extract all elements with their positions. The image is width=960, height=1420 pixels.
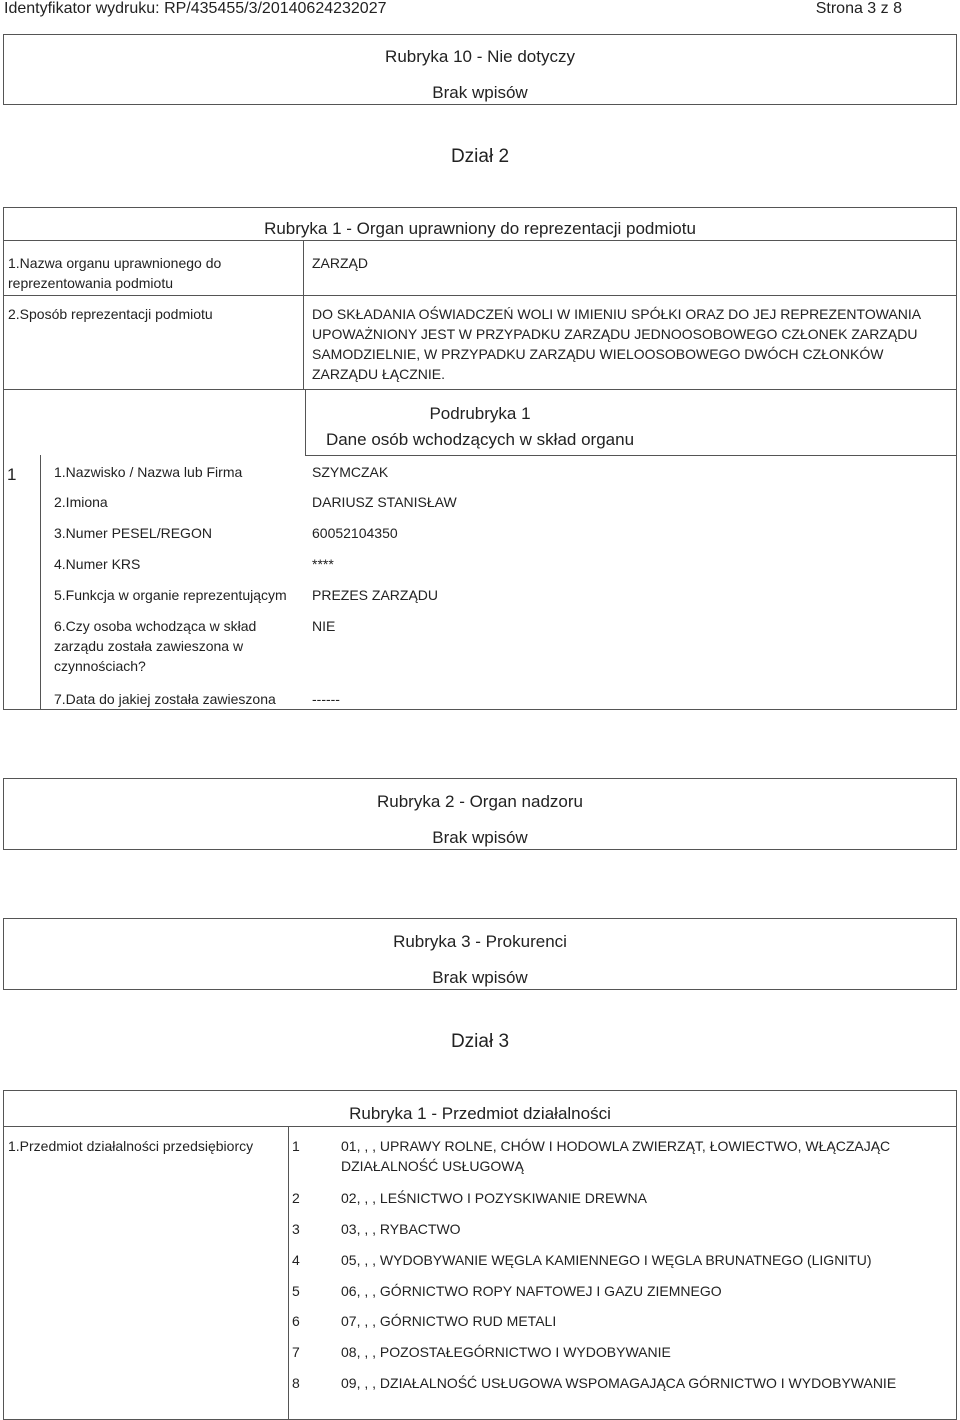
divider: [3, 389, 957, 390]
row-1-value: ZARZĄD: [312, 255, 368, 271]
activity-text: 03, , , RYBACTWO: [341, 1221, 461, 1237]
rubryka-3-empty: Brak wpisów: [432, 968, 528, 987]
surname-label: 1.Nazwisko / Nazwa lub Firma: [54, 464, 243, 480]
divider: [305, 455, 957, 456]
rubryka-10-empty: Brak wpisów: [432, 83, 528, 102]
row-1-label: 1.Nazwa organu uprawnionego do reprezentowania podmiotu: [8, 255, 222, 291]
dzial-2-title: Dział 2: [450, 146, 510, 167]
activity-text: 08, , , POZOSTAŁEGÓRNICTWO I WYDOBYWANIE: [341, 1344, 671, 1360]
row-2-label: 2.Sposób reprezentacji podmiotu: [8, 306, 213, 322]
activity-text: 01, , , UPRAWY ROLNE, CHÓW I HODOWLA ZWIERZĄT, ŁOWIECTWO, WŁĄCZAJĄC DZIAŁALNOŚĆ USŁUGOWĄ: [341, 1138, 891, 1174]
dzial-3-rubryka-1-title: Rubryka 1 - Przedmiot działalności: [349, 1104, 611, 1123]
divider: [3, 240, 957, 241]
rubryka-2-empty: Brak wpisów: [432, 828, 528, 847]
rubryka-10-title: Rubryka 10 - Nie dotyczy: [385, 47, 575, 66]
rubryka-3-title: Rubryka 3 - Prokurenci: [393, 932, 567, 951]
dzial-2-rubryka-1-title: Rubryka 1 - Organ uprawniony do reprezentacji podmiotu: [264, 219, 696, 238]
krs-label: 4.Numer KRS: [54, 556, 141, 572]
rubryka-2-title: Rubryka 2 - Organ nadzoru: [377, 792, 583, 811]
person-index: 1: [7, 465, 17, 484]
function-value: PREZES ZARZĄDU: [312, 587, 439, 603]
activity-text: 05, , , WYDOBYWANIE WĘGLA KAMIENNEGO I WĘGLA BRUNATNEGO (LIGNITU): [341, 1252, 872, 1268]
page-number: Strona 3 z 8: [815, 0, 902, 17]
activity-number: 3: [292, 1221, 300, 1237]
podrubryka-subtitle: Dane osób wchodzących w skład organu: [325, 430, 635, 449]
activity-text: 09, , , DZIAŁALNOŚĆ USŁUGOWA WSPOMAGAJĄCA GÓRNICTWO I WYDOBYWANIE: [341, 1375, 897, 1391]
suspended-until-label: 7.Data do jakiej została zawieszona: [54, 691, 276, 707]
podrubryka-title: Podrubryka 1: [429, 404, 531, 423]
divider: [288, 1126, 289, 1420]
krs-value: ****: [312, 556, 334, 572]
print-identifier: Identyfikator wydruku: RP/435455/3/20140624232027: [4, 0, 387, 17]
row-2-value: DO SKŁADANIA OŚWIADCZEŃ WOLI W IMIENIU SPÓŁKI ORAZ DO JEJ REPREZENTOWANIA UPOWAŻNIONY JEST W PRZYPADKU ZARZĄDU JEDNOOSOBOWEGO CZŁONEK ZARZĄDU SAMODZIELNIE, W PRZYPADKU ZARZĄDU WIELOOSOBOWEGO DWÓCH CZŁONKÓW ZARZĄDU ŁĄCZNIE.: [312, 306, 921, 382]
activity-number: 1: [292, 1138, 300, 1154]
divider: [40, 455, 41, 710]
activity-text: 02, , , LEŚNICTWO I POZYSKIWANIE DREWNA: [341, 1190, 647, 1206]
divider: [303, 240, 304, 389]
suspended-value: NIE: [312, 618, 336, 634]
names-label: 2.Imiona: [54, 494, 108, 510]
surname-value: SZYMCZAK: [312, 464, 389, 480]
suspended-until-value: ------: [312, 691, 340, 707]
activity-number: 6: [292, 1313, 300, 1329]
pesel-label: 3.Numer PESEL/REGON: [54, 525, 212, 541]
divider: [3, 1126, 957, 1127]
activity-text: 07, , , GÓRNICTWO RUD METALI: [341, 1313, 557, 1329]
activity-number: 2: [292, 1190, 300, 1206]
divider: [3, 295, 957, 296]
activity-number: 7: [292, 1344, 300, 1360]
activity-number: 8: [292, 1375, 300, 1391]
activity-number: 4: [292, 1252, 300, 1268]
activity-text: 06, , , GÓRNICTWO ROPY NAFTOWEJ I GAZU ZIEMNEGO: [341, 1283, 722, 1299]
function-label: 5.Funkcja w organie reprezentującym: [54, 587, 287, 603]
activity-number: 5: [292, 1283, 300, 1299]
activity-label: 1.Przedmiot działalności przedsiębiorcy: [8, 1138, 254, 1154]
names-value: DARIUSZ STANISŁAW: [312, 494, 457, 510]
pesel-value: 60052104350: [312, 525, 398, 541]
suspended-label: 6.Czy osoba wchodząca w skład zarządu została zawieszona w czynnościach?: [54, 618, 257, 674]
dzial-3-title: Dział 3: [450, 1031, 510, 1052]
